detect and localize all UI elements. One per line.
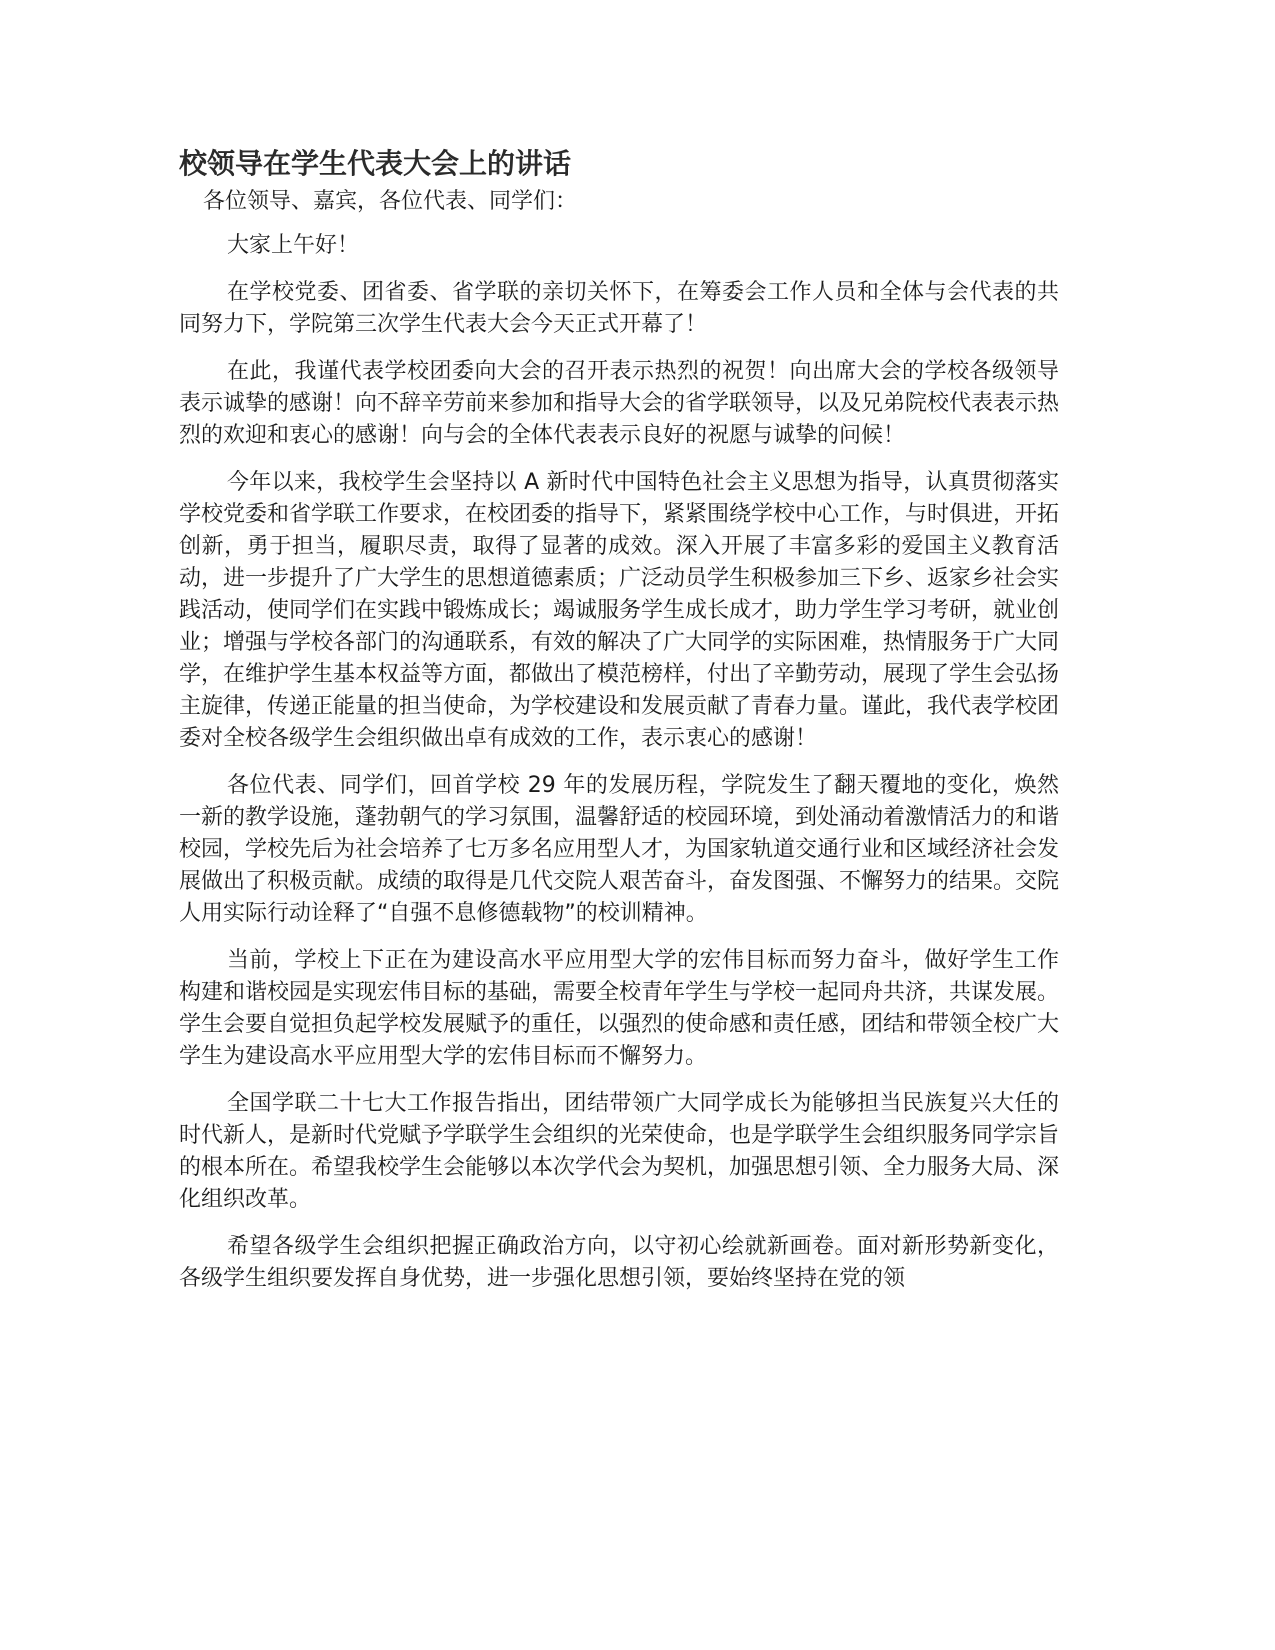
paragraph-current-goals: 当前，学校上下正在为建设高水平应用型大学的宏伟目标而努力奋斗，做好学生工作构建和谐校园是实现宏伟目标的基础，需要全校青年学生与学校一起同舟共济，共谋发展。学生会要自觉担负起学校发展赋予的重任，以强烈的使命感和责任感，团结和带领全校广大学生为建设高水平应用型大学的宏伟目标而不懈努力。 [179, 948, 1060, 1069]
document-title: 校领导在学生代表大会上的讲话 [179, 147, 572, 180]
paragraph-achievements: 今年以来，我校学生会坚持以 A 新时代中国特色社会主义思想为指导，认真贯彻落实学校党委和省学联工作要求，在校团委的指导下，紧紧围绕学校中心工作，与时俱进，开拓创新，勇于担当，履职尽责，取得了显著的成效。深入开展了丰富多彩的爱国主义教育活动，进一步提升了广大学生的思想道德素质；广泛动员学生积极参加三下乡、返家乡社会实践活动，使同学们在实践中锻炼成长；竭诚服务学生成长成才，助力学生学习考研，就业创业；增强与学校各部门的沟通联系，有效的解决了广大同学的实际困难，热情服务于广大同学，在维护学生基本权益等方面，都做出了模范榜样，付出了辛勤劳动，展现了学生会弘扬主旋律，传递正能量的担当使命，为学校建设和发展贡献了青春力量。谨此，我代表学校团委对全校各级学生会组织做出卓有成效的工作，表示衷心的感谢！ [179, 470, 1060, 751]
document-page [179, 142, 1059, 1310]
paragraph-opening: 在学校党委、团省委、省学联的亲切关怀下，在筹委会工作人员和全体与会代表的共同努力下，学院第三次学生代表大会今天正式开幕了！ [179, 280, 1059, 337]
paragraph-thanks: 在此，我谨代表学校团委向大会的召开表示热烈的祝贺！向出席大会的学校各级领导表示诚挚的感谢！向不辞辛劳前来参加和指导大会的省学联领导，以及兄弟院校代表表示热烈的欢迎和衷心的感谢！向与会的全体代表表示良好的祝愿与诚挚的问候！ [179, 359, 1060, 448]
paragraph-hopes: 希望各级学生会组织把握正确政治方向，以守初心绘就新画卷。面对新形势新变化，各级学生组织要发挥自身优势，进一步强化思想引领，要始终坚持在党的领 [179, 1234, 1059, 1291]
paragraph-history: 各位代表、同学们，回首学校 29 年的发展历程，学院发生了翻天覆地的变化，焕然一新的教学设施，蓬勃朝气的学习氛围，温馨舒适的校园环境，到处涌动着激情活力的和谐校园，学校先后为社会培养了七万多名应用型人才，为国家轨道交通行业和区域经济社会发展做出了积极贡献。成绩的取得是几代交院人艰苦奋斗，奋发图强、不懈努力的结果。交院人用实际行动诠释了“自强不息修德载物”的校训精神。 [179, 773, 1060, 926]
paragraph-greeting: 大家上午好！ [227, 233, 360, 258]
paragraph-national-report: 全国学联二十七大工作报告指出，团结带领广大同学成长为能够担当民族复兴大任的时代新人，是新时代党赋予学联学生会组织的光荣使命，也是学联学生会组织服务同学宗旨的根本所在。希望我校学生会能够以本次学代会为契机，加强思想引领、全力服务大局、深化组织改革。 [179, 1091, 1060, 1212]
salutation: 各位领导、嘉宾，各位代表、同学们： [203, 189, 578, 214]
